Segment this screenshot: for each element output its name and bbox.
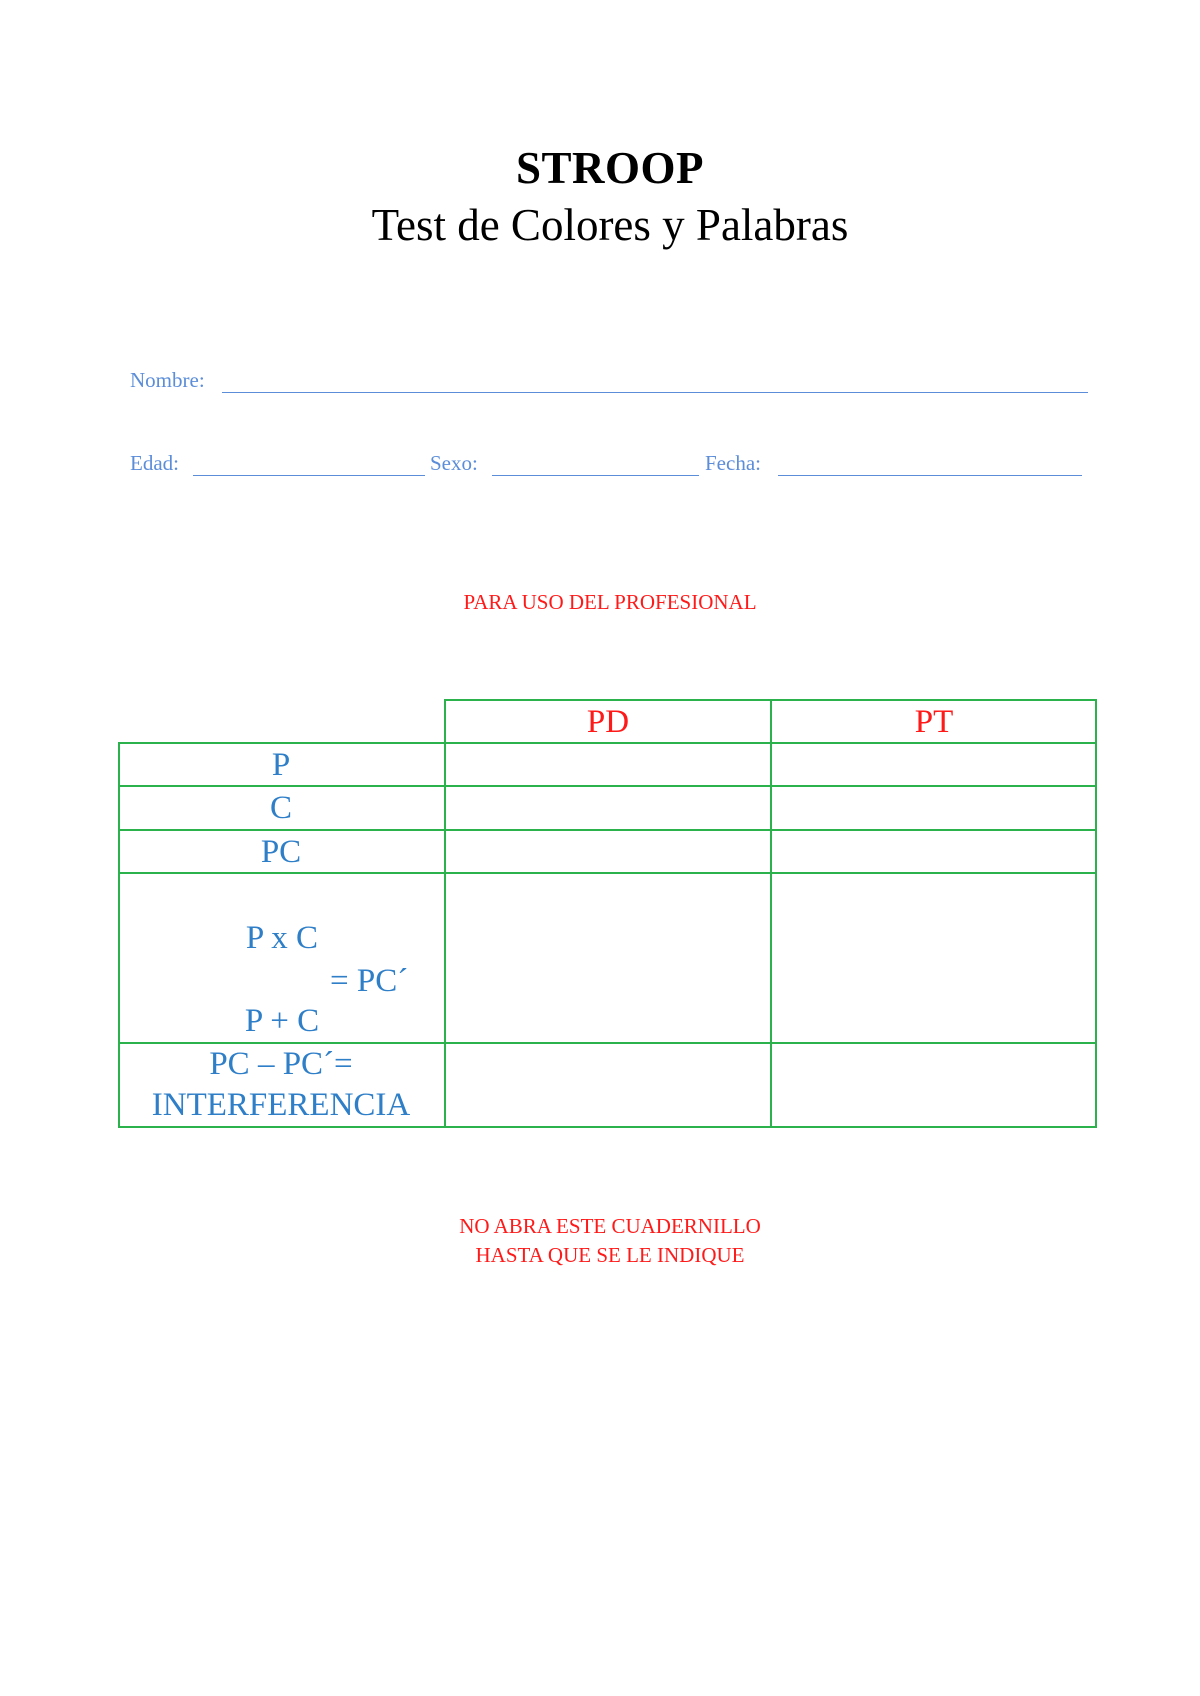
interference-formula: PC – PC´= bbox=[209, 1046, 353, 1082]
row-label-p: P bbox=[271, 747, 291, 783]
age-line[interactable] bbox=[193, 475, 425, 476]
closing-note-line-1: NO ABRA ESTE CUADERNILLO bbox=[459, 1214, 761, 1238]
document-subtitle: Test de Colores y Palabras bbox=[371, 200, 849, 250]
document-title: STROOP bbox=[515, 143, 705, 193]
pt-header: PT bbox=[914, 704, 954, 740]
score-table bbox=[118, 699, 1097, 1128]
age-label: Edad: bbox=[130, 451, 179, 475]
row-divider-pc-formula bbox=[118, 872, 1097, 874]
professional-use-note: PARA USO DEL PROFESIONAL bbox=[463, 590, 757, 614]
pd-pt-divider bbox=[770, 699, 772, 1128]
sex-label: Sexo: bbox=[430, 451, 478, 475]
name-line[interactable] bbox=[222, 392, 1088, 393]
formula-numerator: P x C bbox=[245, 920, 319, 956]
date-label: Fecha: bbox=[705, 451, 761, 475]
row-label-pc: PC bbox=[260, 834, 302, 870]
row-label-c: C bbox=[269, 790, 292, 826]
row-divider-p-c bbox=[118, 785, 1097, 787]
formula-equals: = PC´ bbox=[330, 963, 409, 999]
row-divider-c-pc bbox=[118, 829, 1097, 831]
label-score-divider bbox=[444, 699, 446, 1128]
date-line[interactable] bbox=[778, 475, 1082, 476]
formula-denominator: P + C bbox=[244, 1003, 320, 1039]
name-label: Nombre: bbox=[130, 368, 205, 392]
closing-note-line-2: HASTA QUE SE LE INDIQUE bbox=[475, 1243, 745, 1267]
interference-label: INTERFERENCIA bbox=[151, 1087, 411, 1123]
pd-header: PD bbox=[586, 704, 630, 740]
sex-line[interactable] bbox=[492, 475, 699, 476]
